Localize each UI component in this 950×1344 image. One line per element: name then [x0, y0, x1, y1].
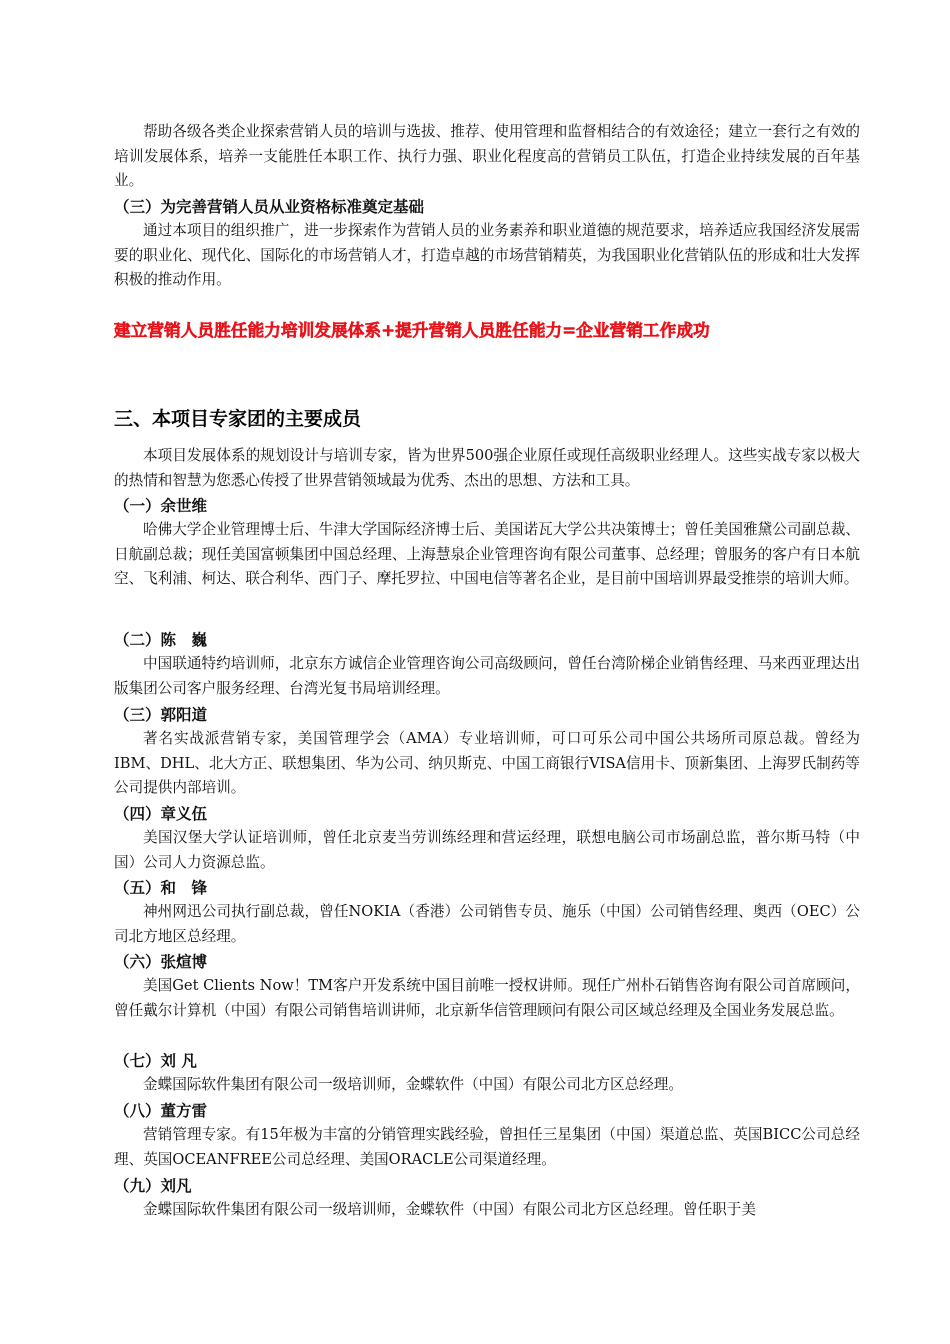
expert-name: （九）刘凡 [114, 1177, 192, 1195]
expert-bio: 美国汉堡大学认证培训师，曾任北京麦当劳训练经理和营运经理，联想电脑公司市场副总监，普尔斯马特（中国）公司人力资源总监。 [114, 829, 860, 871]
expert-name: （一）余世维 [114, 497, 208, 515]
expert-bio: 营销管理专家。有15年极为丰富的分销管理实践经验，曾担任三星集团（中国）渠道总监、英国BICC公司总经理、英国OCEANFREE公司总经理、美国ORACLE公司渠道经理。 [114, 1126, 860, 1168]
expert-bio: 神州网迅公司执行副总裁，曾任NOKIA（香港）公司销售专员、施乐（中国）公司销售经理、奥西（OEC）公司北方地区总经理。 [114, 903, 860, 945]
chapter-title: 三、本项目专家团的主要成员 [114, 408, 362, 430]
section3-heading: （三）为完善营销人员从业资格标准奠定基础 [114, 198, 425, 216]
intro-paragraph: 帮助各级各类企业探索营销人员的培训与选拔、推荐、使用管理和监督相结合的有效途径；建立一套行之有效的培训发展体系，培养一支能胜任本职工作、执行力强、职业化程度高的营销员工队伍，打造企业持续发展的百年基业。 [114, 123, 860, 189]
expert-bio: 美国Get Clients Now！TM客户开发系统中国目前唯一授权讲师。现任广州朴石销售咨询有限公司首席顾问，曾任戴尔计算机（中国）有限公司销售培训讲师，北京新华信管理顾问有限公司区域总经理及全国业务发展总监。 [114, 977, 860, 1019]
slogan-banner: 建立营销人员胜任能力培训发展体系+提升营销人员胜任能力=企业营销工作成功 [114, 321, 710, 340]
expert-name: （七）刘 凡 [114, 1052, 197, 1070]
expert-bio: 金蝶国际软件集团有限公司一级培训师，金蝶软件（中国）有限公司北方区总经理。 [143, 1076, 683, 1093]
expert-name: （四）章义伍 [114, 805, 208, 823]
expert-name: （二）陈 巍 [114, 631, 208, 649]
section3-paragraph: 通过本项目的组织推广，进一步探索作为营销人员的业务素养和职业道德的规范要求，培养适应我国经济发展需要的职业化、现代化、国际化的市场营销人才，打造卓越的市场营销精英，为我国职业化营销队伍的形成和壮大发挥积极的推动作用。 [114, 222, 860, 288]
chapter-intro: 本项目发展体系的规划设计与培训专家，皆为世界500强企业原任或现任高级职业经理人。这些实战专家以极大的热情和智慧为您悉心传授了世界营销领域最为优秀、杰出的思想、方法和工具。 [114, 447, 860, 489]
expert-name: （八）董方雷 [114, 1102, 208, 1120]
expert-bio: 著名实战派营销专家，美国管理学会（AMA）专业培训师，可口可乐公司中国公共场所司原总裁。曾经为IBM、DHL、北大方正、联想集团、华为公司、纳贝斯克、中国工商银行VISA信用卡、顶新集团、上海罗氏制药等公司提供内部培训。 [114, 730, 860, 796]
expert-bio: 中国联通特约培训师，北京东方诚信企业管理咨询公司高级顾问，曾任台湾阶梯企业销售经理、马来西亚理达出版集团公司客户服务经理、台湾光复书局培训经理。 [114, 655, 860, 697]
expert-name: （三）郭阳道 [114, 706, 208, 724]
expert-name: （六）张煊博 [114, 953, 208, 971]
expert-name: （五）和 锋 [114, 879, 208, 897]
expert-bio: 哈佛大学企业管理博士后、牛津大学国际经济博士后、美国诺瓦大学公共决策博士；曾任美国雅黛公司副总裁、日航副总裁；现任美国富顿集团中国总经理、上海慧泉企业管理咨询有限公司董事、总经理；曾服务的客户有日本航空、飞利浦、柯达、联合利华、西门子、摩托罗拉、中国电信等著名企业，是目前中国培训界最受推崇的培训大师。 [114, 521, 860, 587]
expert-bio: 金蝶国际软件集团有限公司一级培训师，金蝶软件（中国）有限公司北方区总经理。曾任职于美 [143, 1201, 756, 1218]
